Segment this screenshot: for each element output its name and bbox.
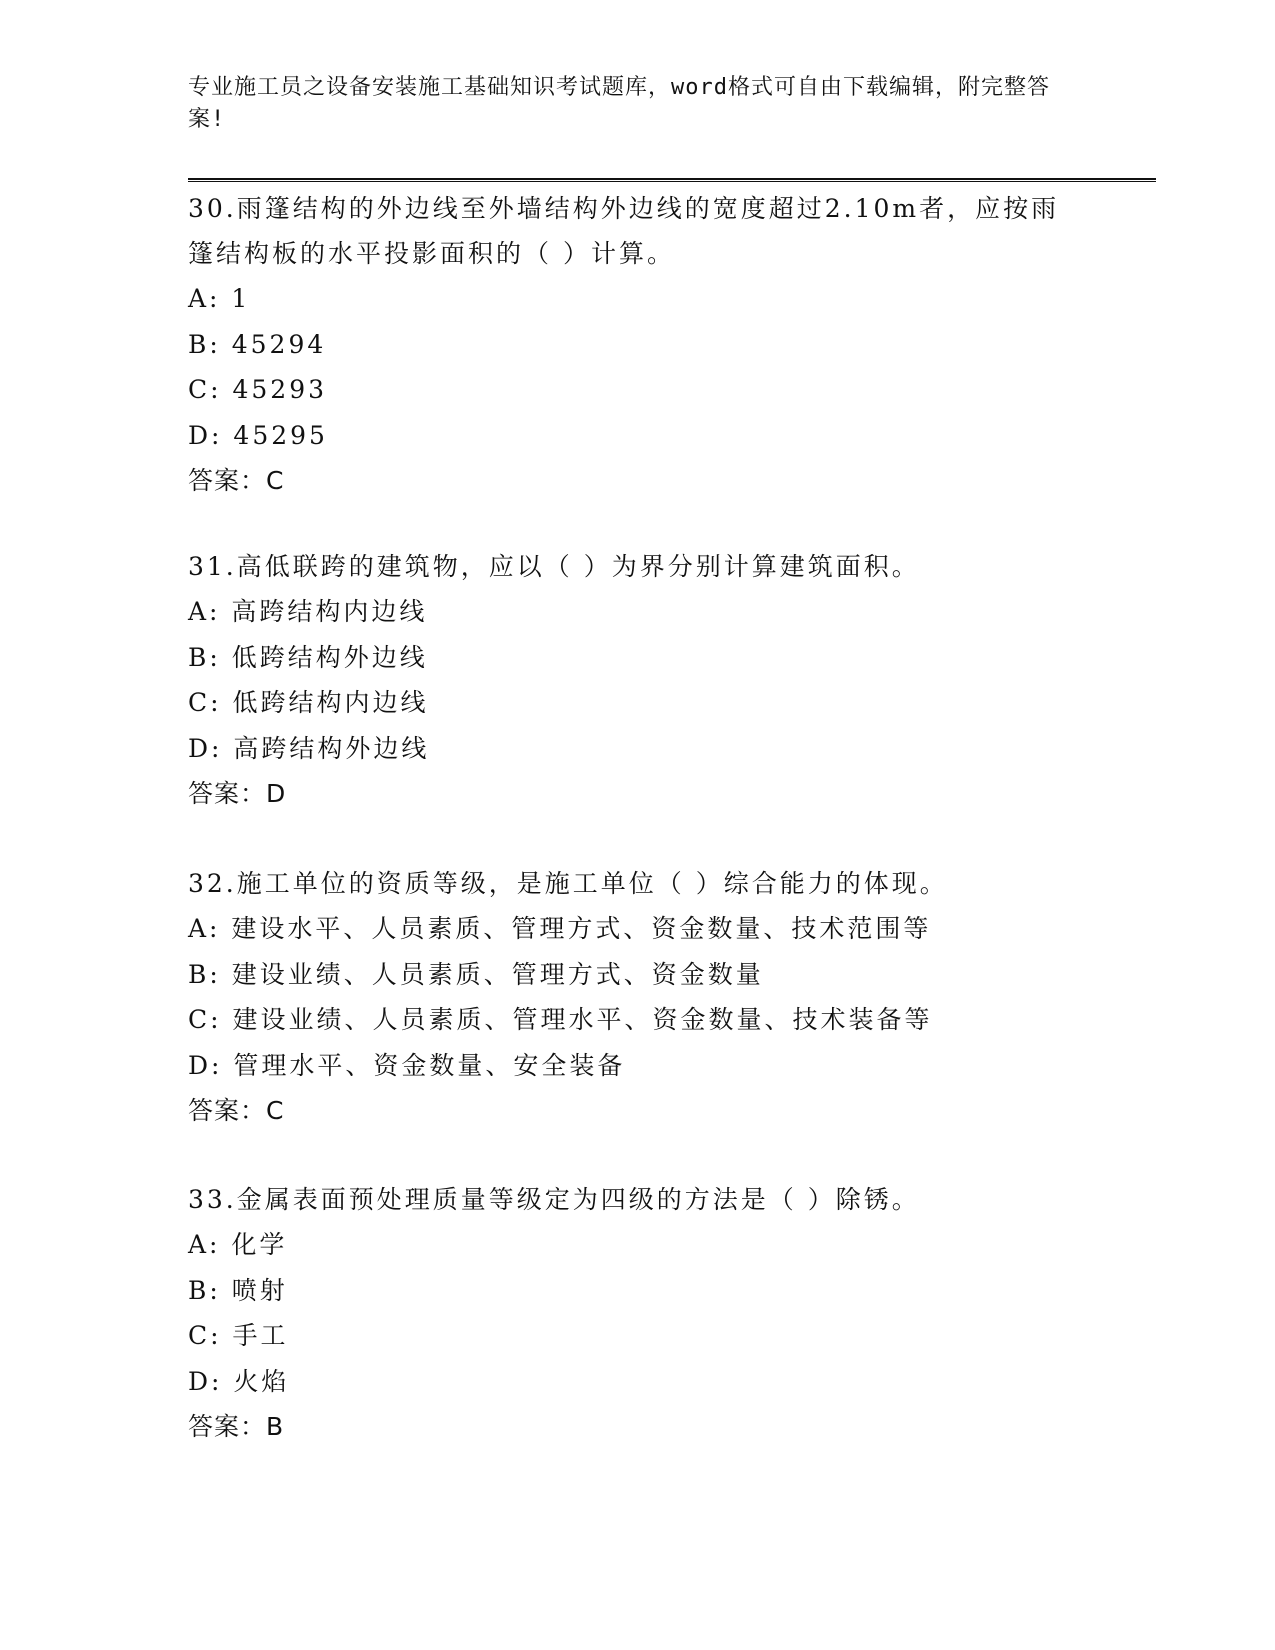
option-b: B: 45294 [188, 329, 327, 359]
answer: 答案：C [188, 1096, 285, 1125]
question-stem: 30.雨篷结构的外边线至外墙结构外边线的宽度超过2.10m者，应按雨篷结构板的水平投影面积的（ ）计算。 [188, 194, 1060, 268]
question-stem: 33.金属表面预处理质量等级定为四级的方法是（ ）除锈。 [188, 1185, 920, 1214]
option-a: A: 化学 [188, 1230, 288, 1259]
option-c: C: 45293 [188, 375, 328, 404]
question-30 [188, 186, 1088, 503]
question-stem: 32.施工单位的资质等级，是施工单位（ ）综合能力的体现。 [188, 869, 948, 898]
option-d: D: 45295 [188, 420, 328, 450]
option-b: B: 低跨结构外边线 [188, 642, 428, 672]
answer: 答案：C [188, 466, 285, 495]
document-header: 专业施工员之设备安装施工基础知识考试题库，word格式可自由下载编辑，附完整答案! [188, 75, 1050, 132]
option-b: B: 建设业绩、人员素质、管理方式、资金数量 [188, 959, 764, 989]
question-stem: 31.高低联跨的建筑物，应以（ ）为界分别计算建筑面积。 [188, 552, 920, 581]
header-divider [188, 178, 1156, 182]
option-a: A: 1 [188, 284, 251, 313]
option-c: C: 低跨结构内边线 [188, 688, 429, 717]
option-d: D: 高跨结构外边线 [188, 733, 430, 763]
option-d: D: 火焰 [188, 1366, 290, 1396]
question-31 [188, 544, 1088, 816]
question-33 [188, 1177, 1088, 1449]
option-d: D: 管理水平、资金数量、安全装备 [188, 1050, 626, 1080]
option-c: C: 手工 [188, 1321, 289, 1350]
option-a: A: 高跨结构内边线 [188, 597, 428, 626]
option-b: B: 喷射 [188, 1275, 288, 1305]
question-32 [188, 861, 1088, 1133]
option-c: C: 建设业绩、人员素质、管理水平、资金数量、技术装备等 [188, 1005, 933, 1034]
answer: 答案：D [188, 779, 287, 808]
option-a: A: 建设水平、人员素质、管理方式、资金数量、技术范围等 [188, 914, 932, 943]
answer: 答案：B [188, 1412, 285, 1441]
